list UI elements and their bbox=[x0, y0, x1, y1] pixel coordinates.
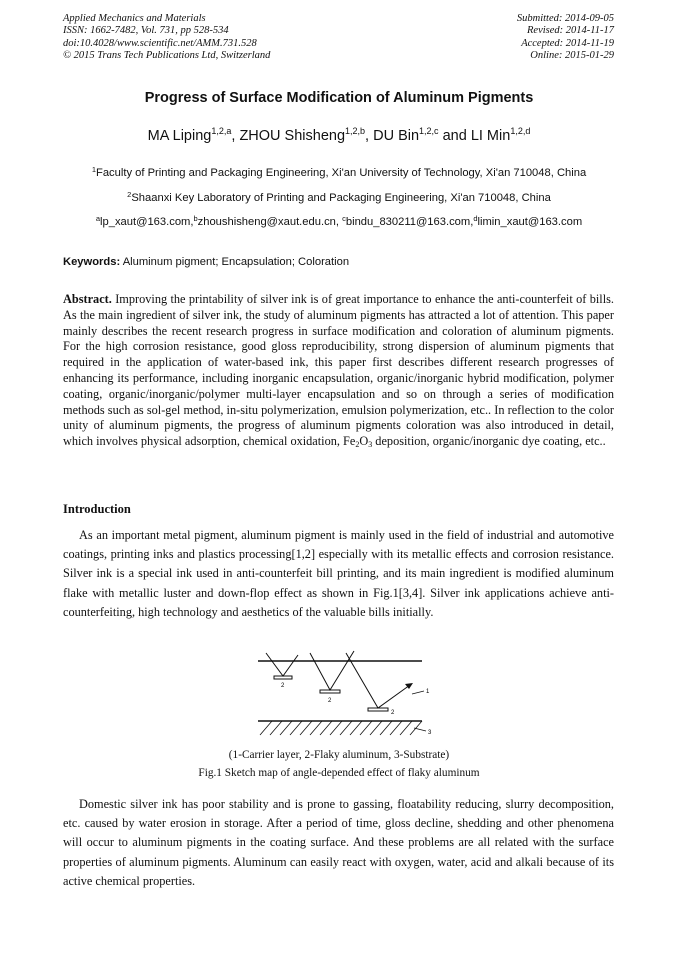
label-substrate: 3 bbox=[428, 730, 432, 736]
date-accepted: Accepted: 2014-11-19 bbox=[521, 37, 614, 49]
abstract-subscript: 3 bbox=[368, 440, 373, 450]
author-sup: 1,2,c bbox=[419, 126, 439, 136]
figure-1-sketch bbox=[250, 645, 440, 745]
date-online: Online: 2015-01-29 bbox=[530, 49, 614, 61]
email-text: zhoushisheng@xaut.edu.cn, bbox=[197, 216, 343, 228]
affiliation-sup: 1 bbox=[91, 165, 96, 174]
email-sup: c bbox=[342, 214, 346, 223]
email-text: lp_xaut@163.com, bbox=[100, 216, 194, 228]
keywords-label: Keywords: bbox=[63, 256, 121, 268]
affiliation-text: Shaanxi Key Laboratory of Printing and Packaging Engineering, Xi'an 710048, China bbox=[131, 192, 551, 204]
date-revised: Revised: 2014-11-17 bbox=[527, 25, 614, 37]
light-ray bbox=[266, 653, 298, 676]
author-and: and bbox=[438, 128, 471, 144]
keywords-text: Aluminum pigment; Encapsulation; Coloration bbox=[120, 256, 350, 268]
journal-header-left bbox=[63, 13, 270, 62]
label-leader bbox=[414, 728, 426, 731]
label-flaky-aluminum: 2 bbox=[328, 698, 332, 704]
intro-paragraph-1: As an important metal pigment, aluminum pigment is mainly used in the field of industrial and automotive coatings, printing inks and plastics processing[1,2] especially with its metallic effects and corrosion resistance. Silver ink is a special ink used in anti-counterfeit bill printing, and its main ingredient is modified aluminum flake with metallic luster and down-flop effect as shown in Fig.1[3,4]. Silver ink applications achieve anti-counterfeiting, high technology and aesthetics of the valuable bills initially. bbox=[63, 528, 614, 619]
author-name: ZHOU Shisheng bbox=[239, 128, 346, 144]
author-separator: , bbox=[365, 128, 374, 144]
author-name: DU Bin bbox=[373, 128, 420, 144]
email-list bbox=[0, 216, 678, 228]
label-flaky-aluminum: 2 bbox=[281, 683, 285, 689]
affiliation-1 bbox=[0, 167, 678, 179]
abstract bbox=[63, 292, 614, 450]
intro-paragraph-2: Domestic silver ink has poor stability and is prone to gassing, floatability reducing, slurry decomposition, etc. caused by water erosion in storage. After a period of time, gloss decline, shedding and other phenomena will occur to aluminum pigments in the coating surface. And these problems are all related with the surface properties of aluminum pigments. Aluminum can easily react with oxygen, water, acid and alkali because of its active chemical properties. bbox=[63, 797, 614, 888]
keywords bbox=[63, 256, 349, 268]
author-sup: 1,2,a bbox=[211, 126, 232, 136]
label-flaky-aluminum: 2 bbox=[391, 710, 395, 716]
journal-name: Applied Mechanics and Materials bbox=[63, 13, 206, 24]
author-list bbox=[0, 128, 678, 144]
journal-doi: doi:10.4028/www.scientific.net/AMM.731.528 bbox=[63, 37, 257, 49]
abstract-label: Abstract. bbox=[63, 292, 112, 306]
substrate-hatching bbox=[260, 721, 422, 735]
abstract-text: O bbox=[359, 434, 369, 449]
section-heading-introduction: Introduction bbox=[63, 502, 131, 516]
light-ray bbox=[310, 651, 354, 690]
label-leader bbox=[412, 691, 424, 694]
paper-title: Progress of Surface Modification of Aluminum Pigments bbox=[144, 90, 534, 106]
author-name: LI Min bbox=[470, 128, 511, 144]
label-carrier-layer: 1 bbox=[426, 689, 430, 695]
author-sup: 1,2,b bbox=[345, 126, 366, 136]
affiliation-2 bbox=[0, 192, 678, 204]
author-name: MA Liping bbox=[147, 128, 212, 144]
email-text: bindu_830211@163.com, bbox=[345, 216, 474, 228]
email-sup: b bbox=[193, 214, 198, 223]
journal-issn: ISSN: 1662-7482, Vol. 731, pp 528-534 bbox=[63, 25, 229, 37]
affiliation-sup: 2 bbox=[127, 190, 132, 199]
journal-copyright: © 2015 Trans Tech Publications Ltd, Switzerland bbox=[63, 49, 271, 61]
journal-header-right bbox=[517, 13, 614, 62]
email-sup: d bbox=[473, 214, 478, 223]
email-text: limin_xaut@163.com bbox=[477, 216, 583, 228]
figure-legend: (1-Carrier layer, 2-Flaky aluminum, 3-Substrate) bbox=[228, 749, 450, 761]
email-sup: a bbox=[95, 214, 101, 223]
affiliation-text: Faculty of Printing and Packaging Engineering, Xi'an University of Technology, Xi'an 710048, China bbox=[95, 167, 587, 179]
abstract-text: deposition, organic/inorganic dye coating, etc.. bbox=[372, 434, 606, 449]
figure-caption: Fig.1 Sketch map of angle-depended effect of flaky aluminum bbox=[198, 767, 480, 779]
author-sup: 1,2,d bbox=[510, 126, 531, 136]
author-separator: , bbox=[231, 128, 240, 144]
abstract-subscript: 2 bbox=[355, 440, 360, 450]
date-submitted: Submitted: 2014-09-05 bbox=[516, 13, 614, 24]
abstract-text: Improving the printability of silver ink is of great importance to enhance the anti-counterfeit of bills. As the main ingredient of silver ink, the study of aluminum pigments has attracted a lot of attention. This paper mainly describes the recent research progress in surface modification and coloration of aluminum pigments. For the high corrosion resistance, good gloss reproducibility, strong dispersion of aluminum pigments that required in the application of water-based ink, this paper first describes different research progresses of enhancing its performance, including inorganic encapsulation, organic/inorganic hybrid modification, polymer coating, organic/inorganic/polymer multi-layer encapsulation and so on through a series of modification methods such as sol-gel method, in-situ polymerization, emulsion polymerization, etc.. In reflection to the color unity of aluminum pigments, the progress of aluminum pigments coloration was also introduced in detail, which involves physical adsorption, chemical oxidation, Fe bbox=[63, 292, 614, 449]
